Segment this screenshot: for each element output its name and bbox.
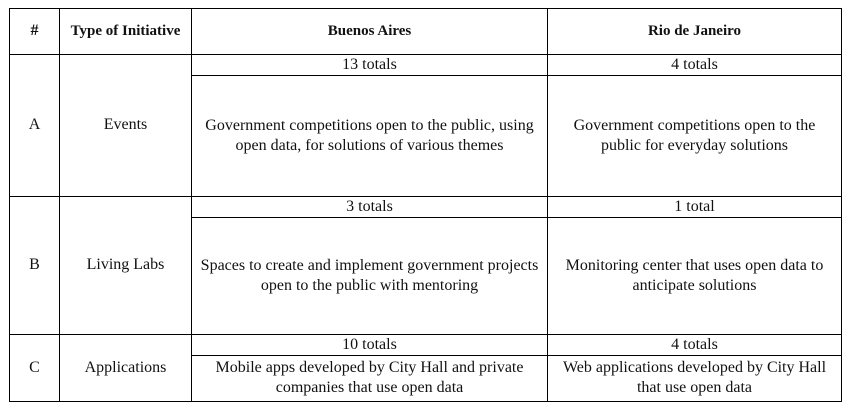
rio-de-janeiro-description-cell: Monitoring center that uses open data to anticipate solutions — [548, 218, 842, 334]
header-buenos-aires: Buenos Aires — [192, 9, 548, 55]
header-row — [10, 9, 842, 55]
header-type-of-initiative: Type of Initiative — [60, 9, 192, 55]
rio-de-janeiro-total-cell: 1 total — [548, 196, 842, 217]
rio-de-janeiro-description-cell: Government competitions open to the public for everyday solutions — [548, 76, 842, 196]
buenos-aires-total-cell: 3 totals — [192, 196, 548, 217]
row-id-cell: C — [10, 334, 60, 401]
buenos-aires-total-cell: 13 totals — [192, 54, 548, 75]
rio-de-janeiro-total-cell: 4 totals — [548, 334, 842, 355]
buenos-aires-total-cell: 10 totals — [192, 334, 548, 355]
row-id-cell: A — [10, 54, 60, 196]
buenos-aires-description-cell: Mobile apps developed by City Hall and private companies that use open data — [192, 355, 548, 401]
initiative-type-cell: Living Labs — [60, 196, 192, 334]
table-row-b-totals — [10, 196, 842, 217]
initiative-type-cell: Applications — [60, 334, 192, 401]
initiative-type-cell: Events — [60, 54, 192, 196]
header-number: # — [10, 9, 60, 55]
table-row-a-totals — [10, 54, 842, 75]
header-rio-de-janeiro: Rio de Janeiro — [548, 9, 842, 55]
row-id-cell: B — [10, 196, 60, 334]
initiatives-table — [9, 8, 842, 402]
table-row-c-totals — [10, 334, 842, 355]
buenos-aires-description-cell: Spaces to create and implement government projects open to the public with mentoring — [192, 218, 548, 334]
rio-de-janeiro-description-cell: Web applications developed by City Hall that use open data — [548, 355, 842, 401]
buenos-aires-description-cell: Government competitions open to the public, using open data, for solutions of various themes — [192, 76, 548, 196]
rio-de-janeiro-total-cell: 4 totals — [548, 54, 842, 75]
